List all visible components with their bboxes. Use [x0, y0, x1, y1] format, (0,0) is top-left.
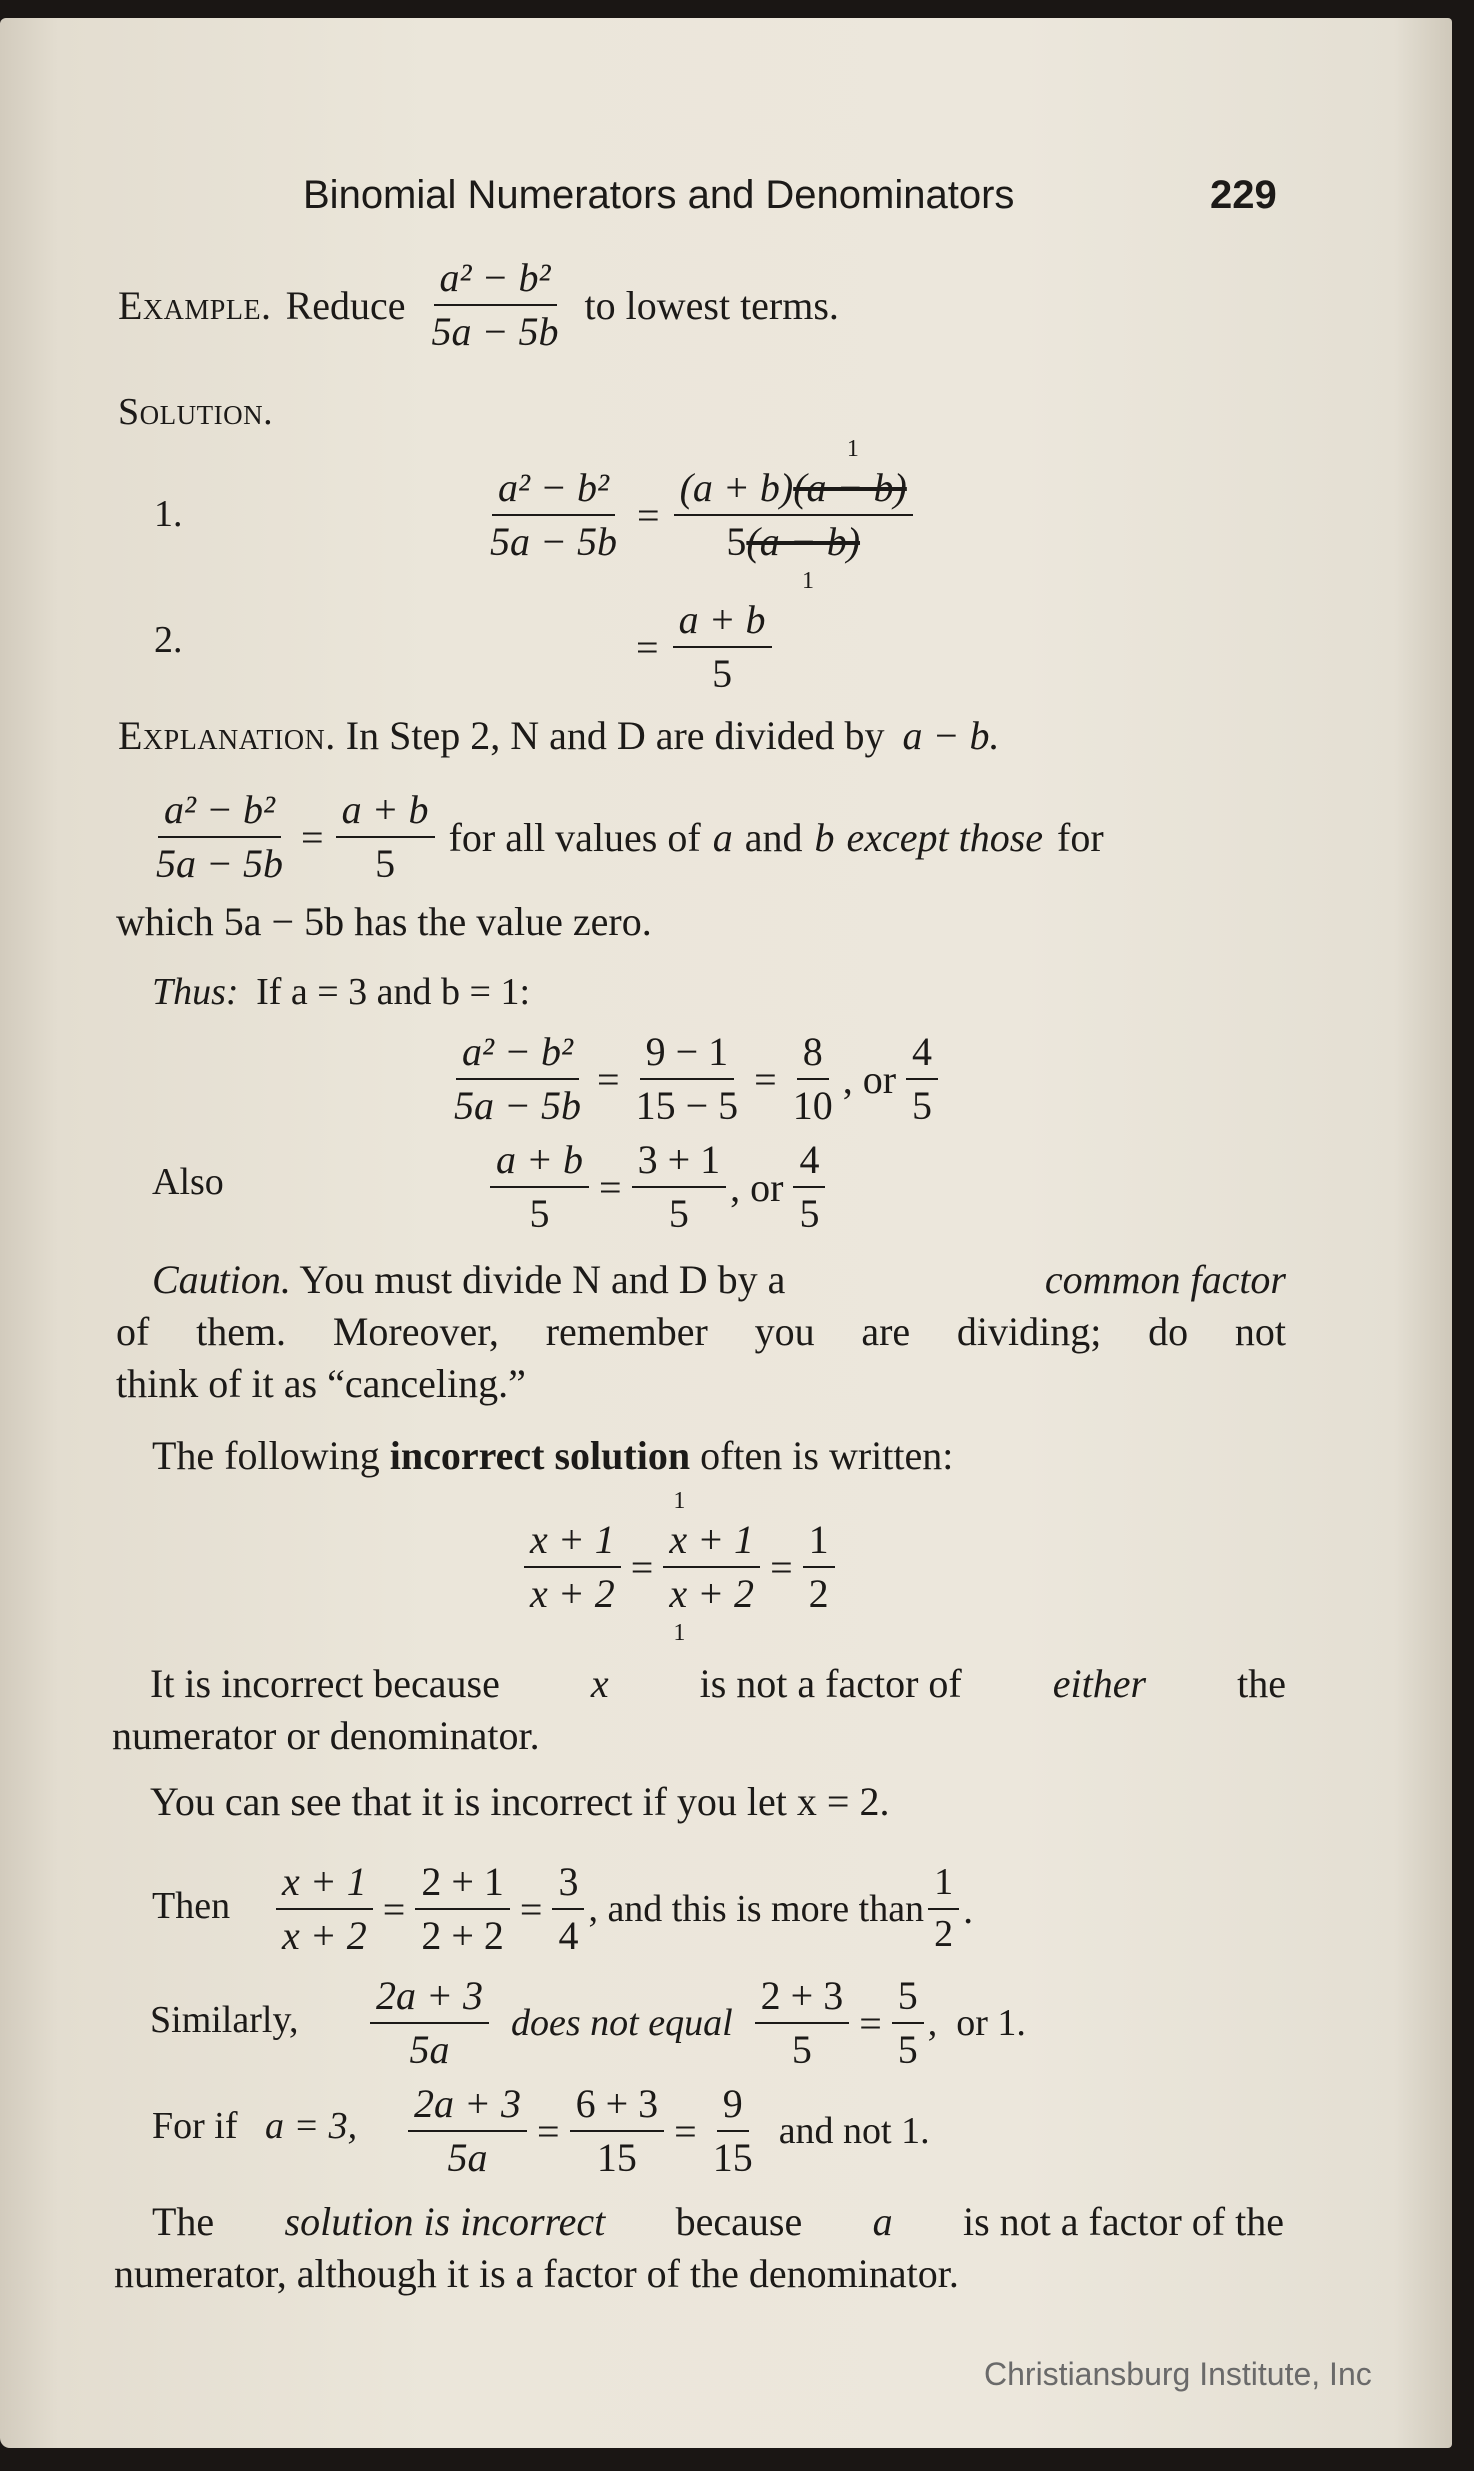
reason-line3: You can see that it is incorrect if you let x = 2.: [150, 1779, 890, 1824]
forif-f3-num: 9: [717, 2082, 749, 2132]
step1-lhs: [484, 466, 623, 564]
running-header-title: Binomial Numerators and Denominators: [303, 173, 1015, 217]
thus-f4-den: 5: [912, 1083, 933, 1128]
example-label: Example.: [118, 282, 272, 328]
thus-text: If a = 3 and b = 1:: [256, 971, 531, 1013]
then-f3-num: 3: [552, 1860, 584, 1910]
similarly-f3-num: 5: [892, 1974, 924, 2024]
example-denominator: 5a − 5b: [431, 309, 559, 354]
caution-label: Caution.: [152, 1257, 291, 1302]
reason-line1c: either: [1052, 1661, 1147, 1706]
cancel-mark-bottom: 1: [802, 567, 815, 594]
also-g2-den: 5: [668, 1191, 689, 1236]
step2-label: 2.: [154, 619, 183, 661]
thus-f1-num: a² − b²: [456, 1030, 579, 1080]
identity-rhs-num: a + b: [336, 788, 435, 838]
example-text: Reduce: [285, 282, 406, 328]
thus-f3-den: 10: [792, 1083, 833, 1128]
thus-f2-num: 9 − 1: [640, 1030, 735, 1080]
similarly-f3-den: 5: [897, 2027, 918, 2072]
identity-text1: for all values of: [448, 814, 701, 860]
similarly-label: Similarly,: [150, 1999, 299, 2041]
similarly-text: does not equal: [511, 2002, 733, 2044]
incorrect-cancel-bottom: 1: [673, 1619, 686, 1646]
also-g1-den: 5: [529, 1191, 550, 1236]
conclusion-paragraph: The solution is incorrect because a is not a factor of the numerator, although it is a factor of the denominator.: [114, 2196, 1284, 2300]
incorrect-line-b: incorrect solution: [389, 1433, 691, 1478]
incorrect-line-a: The following: [152, 1433, 380, 1478]
step1-lhs-num: a² − b²: [492, 466, 615, 516]
thus-f4-num: 4: [906, 1030, 938, 1080]
identity-lhs-den: 5a − 5b: [156, 841, 283, 886]
identity-text2: and: [744, 814, 803, 860]
similarly-equation: $\frac{2a + 3}{5a}$ does not equal $\frac{2 + 3}{5}$ = $\frac{5}{5}$ , or 1.: [366, 1974, 1026, 2072]
cancel-mark-top: 1: [846, 436, 859, 462]
forif-cond: a = 3,: [265, 2105, 358, 2147]
similarly-f1-den: 5a: [409, 2027, 450, 2072]
reason-line2: numerator or denominator.: [112, 1713, 540, 1758]
caution-line3: think of it as “canceling.”: [116, 1361, 526, 1406]
step1-equation: $\frac{\text{a² − b²}}{5a - 5b}$ = (a + b)(a − b) 1 5(a − b) 1: [480, 466, 917, 564]
forif-f3-den: 15: [712, 2135, 753, 2180]
identity-text4: for: [1057, 814, 1104, 860]
reason-line1a: It is incorrect because: [150, 1661, 500, 1706]
then-f3-den: 4: [558, 1913, 579, 1958]
incorrect-equation: $\frac{x + 1}{x + 2}$ = x + 1 1 x + 2 1 = $\frac{1}{2}$: [520, 1518, 839, 1616]
then-f4-den: 2: [934, 1913, 954, 1955]
conclusion-line1b: solution is incorrect: [284, 2199, 606, 2244]
identity-line: $\frac{\text{a² − b²}}{5a - 5b}$ = $\frac{a + b}{5}$ for all values of a and b except those for: [146, 788, 1104, 886]
incorrect-line-c: often is written:: [700, 1433, 954, 1478]
forif-label: For if: [152, 2105, 238, 2147]
thus-equation: $\frac{\text{a² − b²}}{5a - 5b}$ = $\frac{9 - 1}{15 - 5}$ = $\frac{8}{10}$ , or $\frac{4}{5}$: [444, 1030, 942, 1128]
thus-or: , or: [842, 1056, 897, 1102]
forif-tail: and not 1.: [778, 2110, 930, 2152]
step2-den: 5: [712, 651, 733, 696]
step1-lhs-den: 5a − 5b: [490, 519, 617, 564]
step2-fraction: [673, 598, 772, 696]
similarly-f1-num: 2a + 3: [370, 1974, 489, 2024]
thus-label: Thus:: [152, 971, 239, 1013]
explanation-divisor: a − b.: [902, 713, 1000, 758]
also-or: , or: [730, 1164, 784, 1210]
incorrect-e2-den: x + 2: [669, 1571, 755, 1616]
explanation-label: Explanation.: [118, 713, 336, 758]
conclusion-line1c: because: [675, 2199, 803, 2244]
conclusion-line1d: is not a factor of the: [962, 2199, 1284, 2244]
explanation-text: In Step 2, N and D are divided by: [345, 713, 885, 758]
step2-num: a + b: [673, 598, 772, 648]
conclusion-line2: numerator, although it is a factor of the denominator.: [114, 2251, 959, 2296]
also-g3-num: 4: [793, 1138, 825, 1188]
incorrect-cancel-top: 1: [673, 1488, 686, 1514]
reason-paragraph: It is incorrect because x is not a factor of either the numerator or denominator. You can see that it is incorrect if you let x = 2.: [112, 1658, 1286, 1828]
caution-line1b: common factor: [1044, 1257, 1286, 1302]
also-g3-den: 5: [799, 1191, 820, 1236]
forif-f1-den: 5a: [447, 2135, 488, 2180]
also-equation: $\frac{a + b}{5}$ = $\frac{3 + 1}{5}$ , or $\frac{4}{5}$: [486, 1138, 829, 1236]
example-tail: to lowest terms.: [584, 282, 839, 328]
forif-f1-num: 2a + 3: [408, 2082, 527, 2132]
then-f4-num: 1: [928, 1862, 959, 1910]
incorrect-e1-num: x + 1: [524, 1518, 621, 1568]
also-g1-num: a + b: [490, 1138, 589, 1188]
step1-label: 1.: [154, 493, 183, 535]
caution-paragraph: [116, 1254, 1286, 1410]
then-f2-den: 2 + 2: [421, 1913, 504, 1958]
incorrect-e3-num: 1: [803, 1518, 835, 1568]
thus-line: [152, 970, 530, 1014]
also-g2-num: 3 + 1: [632, 1138, 727, 1188]
example-numerator: a² − b²: [434, 256, 557, 306]
page-number: 229: [1210, 173, 1277, 217]
thus-f3-num: 8: [797, 1030, 829, 1080]
caution-line2: of them. Moreover, remember you are dividing; do not: [116, 1309, 1286, 1354]
forif-f2-num: 6 + 3: [570, 2082, 665, 2132]
identity-rhs: [336, 788, 435, 886]
then-label: Then: [152, 1885, 231, 1927]
also-label: Also: [152, 1161, 224, 1203]
step1-rhs-num-a: (a + b): [679, 465, 794, 510]
then-f2-num: 2 + 1: [415, 1860, 510, 1910]
example-line: [118, 256, 839, 354]
then-f1-den: x + 2: [282, 1913, 367, 1958]
example-fraction: [426, 256, 565, 354]
incorrect-e1-den: x + 2: [530, 1571, 615, 1616]
step1-rhs-den-b: (a − b): [746, 519, 861, 564]
identity-text3: except those: [846, 814, 1044, 860]
identity-line2: which 5a − 5b has the value zero.: [116, 899, 652, 944]
forif-f2-den: 15: [596, 2135, 637, 2180]
identity-rhs-den: 5: [375, 841, 396, 886]
incorrect-e2-num: x + 1: [669, 1517, 755, 1562]
incorrect-intro: [152, 1432, 953, 1479]
incorrect-e3-den: 2: [808, 1571, 829, 1616]
solution-label: Solution.: [118, 391, 274, 433]
identity-lhs-num: a² − b²: [158, 788, 281, 838]
identity-lhs: [150, 788, 289, 886]
caution-line1a: You must divide N and D by a: [299, 1257, 786, 1302]
forif-equation: $\frac{2a + 3}{5a}$ = $\frac{6 + 3}{15}$ = $\frac{9}{15}$ and not 1.: [404, 2082, 930, 2180]
reason-line1b: is not a factor of: [699, 1661, 962, 1706]
step1-rhs-den-a: 5: [726, 519, 747, 564]
similarly-tail: , or 1.: [927, 2002, 1026, 2044]
then-equation: $\frac{x + 1}{x + 2}$ = $\frac{2 + 1}{2 + 2}$ = $\frac{3}{4}$ , and this is more than $\frac{1}{2}$ .: [272, 1860, 973, 1958]
explanation-line: [118, 712, 1000, 759]
watermark: Christiansburg Institute, Inc: [984, 2356, 1372, 2392]
forif-line: [152, 2104, 357, 2148]
then-f1-num: x + 1: [276, 1860, 373, 1910]
then-text: , and this is more than: [588, 1888, 925, 1930]
book-page: [0, 18, 1452, 2448]
thus-f2-den: 15 − 5: [635, 1083, 739, 1128]
similarly-f2-den: 5: [791, 2027, 812, 2072]
reason-line1d: the: [1237, 1661, 1286, 1706]
thus-f1-den: 5a − 5b: [454, 1083, 581, 1128]
conclusion-line1a: The: [152, 2199, 215, 2244]
similarly-f2-num: 2 + 3: [755, 1974, 850, 2024]
step1-rhs-num-b: (a − b): [793, 465, 907, 510]
step2-equation: = $\frac{a + b}{5}$: [636, 598, 776, 696]
